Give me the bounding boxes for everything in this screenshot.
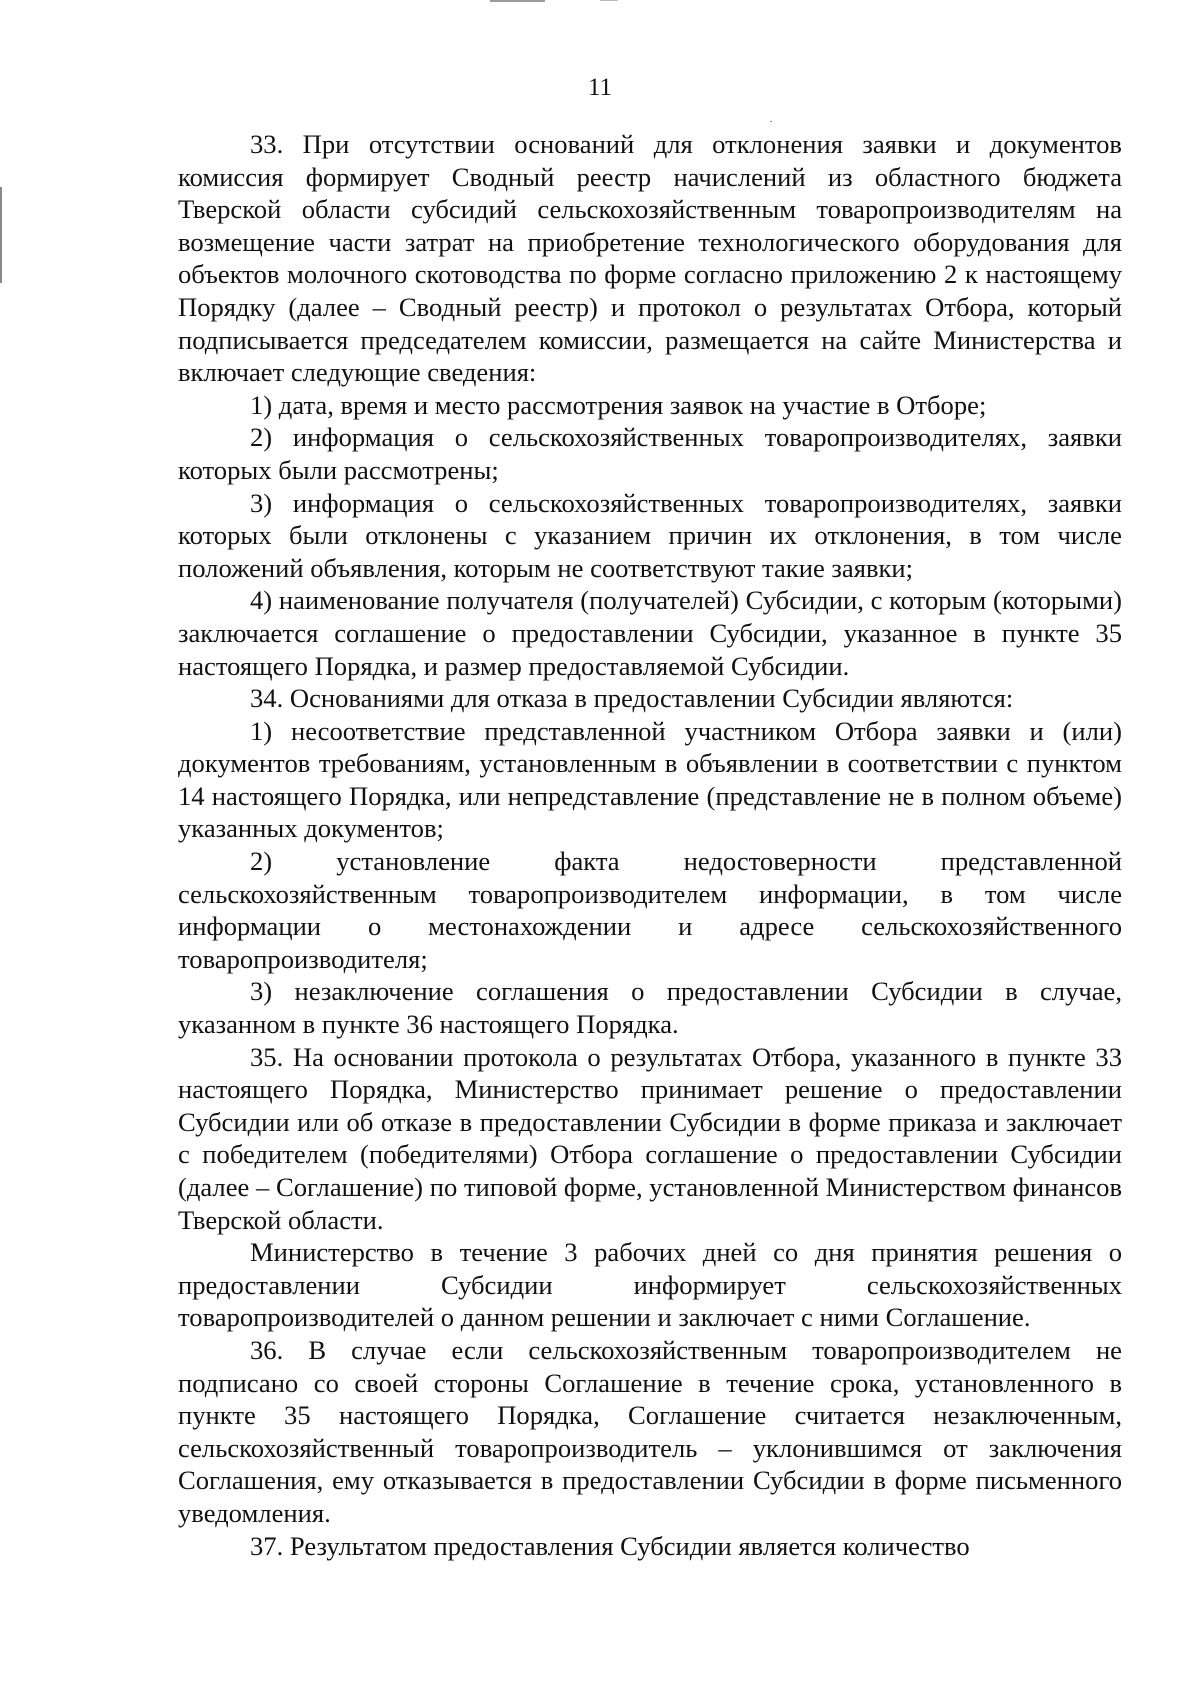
- paragraph-34-item-3: 3) незаключение соглашения о предоставлении Субсидии в случае, указанном в пункте 36 настоящего Порядка.: [178, 976, 1122, 1040]
- paragraph-34: 34. Основаниями для отказа в предоставлении Субсидии являются:: [250, 683, 1014, 714]
- paragraph-33-item-2: 2) информация о сельскохозяйственных товаропроизводителях, заявки которых были рассмотрены;: [178, 422, 1122, 485]
- paragraph-33-item-4: 4) наименование получателя (получателей) Субсидии, с которым (которыми) заключается соглашение о предоставлении Субсидии, указанное в пункте 35 настоящего Порядка, и размер предоставляемой Субсидии.: [178, 585, 1122, 681]
- paragraph-37: 37. Результатом предоставления Субсидии является количество: [250, 1530, 970, 1561]
- scan-artifact-top: [490, 0, 545, 2]
- page-number: 11: [587, 74, 613, 101]
- paragraph-33-item-1: 1) дата, время и место рассмотрения заявок на участие в Отборе;: [250, 389, 987, 420]
- paragraph-34-item-2: 2) установление факта недостоверности представленной сельскохозяйственным товаропроизводителем информации, в том числе информации о местонахождении и адресе сельскохозяйственного товаропроизводителя;: [178, 846, 1122, 974]
- paragraph-33-item-3: 3) информация о сельскохозяйственных товаропроизводителях, заявки которых были отклонены с указанием причин их отклонения, в том числе положений объявления, которым не соответствуют такие заявки;: [178, 487, 1122, 583]
- paragraph-34-item-1: 1) несоответствие представленной участником Отбора заявки и (или) документов требованиям, установленным в объявлении в соответствии с пунктом 14 настоящего Порядка, или непредставление (представление не в полном объеме) указанных документов;: [178, 715, 1122, 844]
- document-body: [178, 128, 1122, 1562]
- paragraph-35-continued: Министерство в течение 3 рабочих дней со дня принятия решения о предоставлении Субсидии информирует сельскохозяйственных товаропроизводителей о данном решении и заключает с ними Соглашение.: [178, 1237, 1122, 1333]
- paragraph-36: 36. В случае если сельскохозяйственным товаропроизводителем не подписано со своей стороны Соглашение в течение срока, установленного в пункте 35 настоящего Порядка, Соглашение считается незаключенным, сельскохозяйственный товаропроизводитель – уклонившимся от заключения Соглашения, ему отказывается в предоставлении Субсидии в форме письменного уведомления.: [178, 1334, 1122, 1528]
- scan-artifact-left-edge: [0, 187, 2, 283]
- scan-artifact-dot: [770, 121, 772, 122]
- scan-artifact-top-small: [600, 0, 618, 1]
- paragraph-33: 33. При отсутствии оснований для отклонения заявки и документов комиссия формирует Сводный реестр начислений из областного бюджета Тверской области субсидий сельскохозяйственным товаропроизводителям на возмещение части затрат на приобретение технологического оборудования для объектов молочного скотоводства по форме согласно приложению 2 к настоящему Порядку (далее – Сводный реестр) и протокол о результатах Отбора, который подписывается председателем комиссии, размещается на сайте Министерства и включает следующие сведения:: [178, 129, 1122, 388]
- paragraph-35: 35. На основании протокола о результатах Отбора, указанного в пункте 33 настоящего Порядка, Министерство принимает решение о предоставлении Субсидии или об отказе в предоставлении Субсидии в форме приказа и заключает с победителем (победителями) Отбора соглашение о предоставлении Субсидии (далее – Соглашение) по типовой форме, установленной Министерством финансов Тверской области.: [178, 1041, 1122, 1235]
